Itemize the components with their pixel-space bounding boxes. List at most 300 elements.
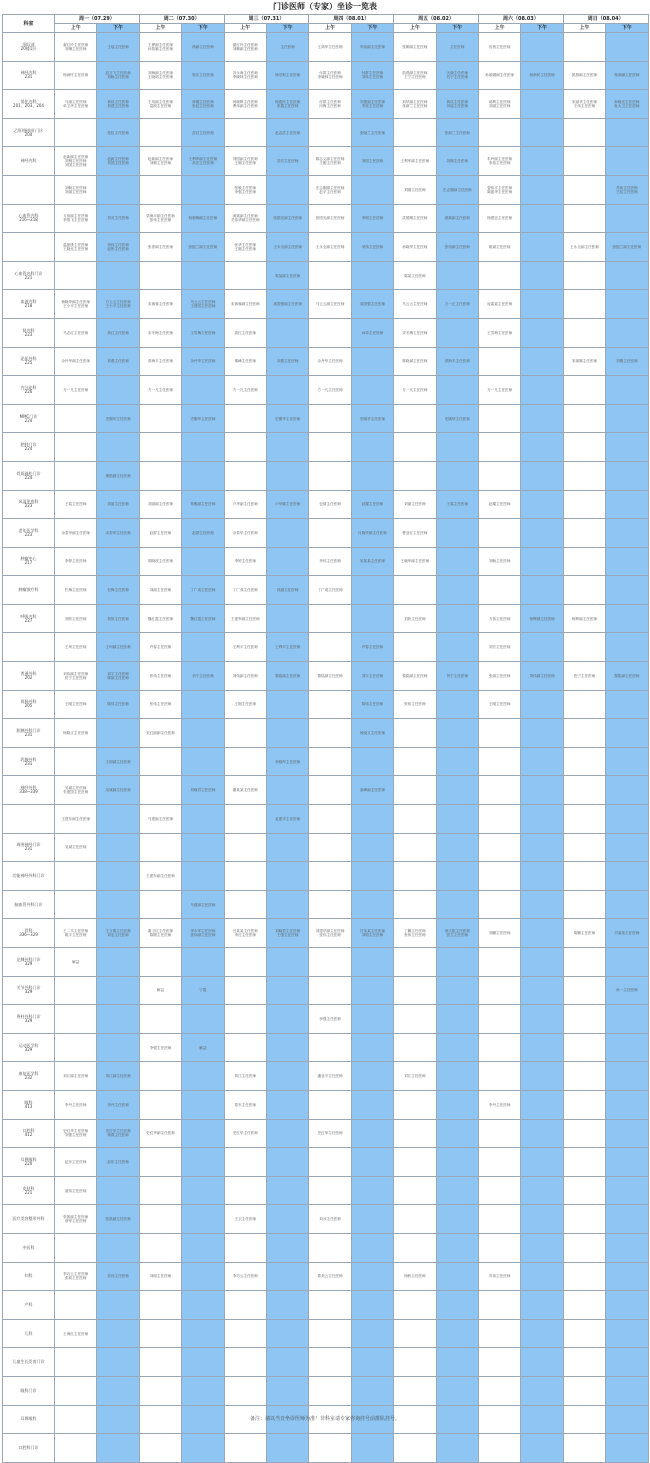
am-schedule-cell	[394, 376, 436, 405]
cell-text: 223	[24, 503, 33, 509]
pm-schedule-cell	[182, 261, 224, 290]
cell-text: 张伟主任医师	[404, 702, 426, 707]
cell-text: 黎铭副主任医师	[275, 673, 301, 678]
cell-text: 刘宇主任医师	[361, 673, 384, 678]
pm-schedule-cell	[606, 805, 648, 834]
clinic-roster-table	[2, 14, 649, 1463]
cell-text: 苏伟主任医师	[616, 185, 638, 190]
day-header: 周二（07.30）	[139, 15, 224, 24]
cell-text: 231	[24, 760, 33, 766]
am-schedule-cell	[139, 919, 181, 948]
pm-schedule-cell	[436, 576, 478, 605]
pm-schedule-cell	[351, 1090, 393, 1119]
cell-text: 风湿免疫科	[18, 499, 39, 505]
table-row	[3, 1319, 649, 1348]
pm-schedule-cell	[351, 919, 393, 948]
cell-text: 眼科	[24, 1099, 33, 1105]
pm-header: 下午	[182, 24, 224, 33]
pm-schedule-cell	[351, 204, 393, 233]
table-row	[3, 805, 649, 834]
pm-schedule-cell	[266, 1148, 308, 1177]
pm-schedule-cell	[266, 1376, 308, 1405]
am-schedule-cell	[309, 919, 351, 948]
am-schedule-cell	[55, 1119, 97, 1148]
pm-schedule-cell	[351, 662, 393, 691]
cell-text: 凯燕副主任医师	[571, 73, 598, 78]
cell-text: 眼科门诊	[20, 1387, 37, 1393]
cell-text: 刘丽主任医师	[149, 588, 172, 593]
pm-header: 下午	[606, 24, 648, 33]
am-schedule-cell	[478, 1119, 520, 1148]
pm-schedule-cell	[521, 976, 563, 1005]
am-header: 上午	[563, 24, 605, 33]
pm-schedule-cell	[182, 1176, 224, 1205]
cell-text: 李巧云主任医师	[232, 1274, 258, 1279]
cell-text: 刘国主任医师	[361, 159, 384, 164]
pm-schedule-cell	[97, 747, 139, 776]
am-schedule-cell	[394, 890, 436, 919]
pm-schedule-cell	[351, 747, 393, 776]
pm-schedule-cell	[266, 90, 308, 119]
am-schedule-cell	[309, 976, 351, 1005]
dept-cell	[3, 919, 55, 948]
table-row	[3, 1148, 649, 1177]
am-schedule-cell	[563, 919, 605, 948]
am-schedule-cell	[139, 1291, 181, 1320]
pm-schedule-cell	[436, 776, 478, 805]
pm-schedule-cell	[266, 175, 308, 204]
pm-schedule-cell	[97, 1376, 139, 1405]
cell-text: 王晓光主任医师	[63, 246, 89, 251]
am-schedule-cell	[563, 862, 605, 891]
table-row	[3, 862, 649, 891]
pm-schedule-cell	[97, 805, 139, 834]
table-row	[3, 576, 649, 605]
am-schedule-cell	[394, 662, 436, 691]
am-schedule-cell	[309, 1262, 351, 1291]
cell-text: 刘畅主任医师	[64, 185, 87, 190]
pm-schedule-cell	[97, 1205, 139, 1234]
pm-schedule-cell	[351, 461, 393, 490]
am-schedule-cell	[55, 976, 97, 1005]
pm-schedule-cell	[97, 833, 139, 862]
cell-text: 王刚主任医师	[234, 161, 257, 166]
cell-text: 413	[24, 1103, 33, 1109]
pm-schedule-cell	[182, 833, 224, 862]
pm-schedule-cell	[266, 1005, 308, 1034]
am-schedule-cell	[139, 490, 181, 519]
pm-schedule-cell	[266, 490, 308, 519]
pm-schedule-cell	[606, 1376, 648, 1405]
cell-text: 余丹华主任医师	[317, 359, 343, 364]
am-schedule-cell	[139, 1376, 181, 1405]
pm-schedule-cell	[266, 833, 308, 862]
am-schedule-cell	[394, 318, 436, 347]
pm-schedule-cell	[182, 547, 224, 576]
cell-text: 翟红玲主任医师	[232, 42, 258, 47]
pm-schedule-cell	[351, 948, 393, 977]
am-schedule-cell	[55, 719, 97, 748]
am-schedule-cell	[309, 1319, 351, 1348]
cell-text: 王宁主任医师	[404, 75, 426, 80]
am-schedule-cell	[563, 519, 605, 548]
table-row	[3, 1376, 649, 1405]
cell-text: 吕某某主任医师	[359, 929, 386, 934]
am-schedule-cell	[224, 1176, 266, 1205]
cell-text: 刘灵主任医师	[107, 216, 129, 221]
am-schedule-cell	[309, 690, 351, 719]
am-schedule-cell	[394, 862, 436, 891]
cell-text: 徐副主任医师	[192, 44, 214, 49]
pm-schedule-cell	[521, 633, 563, 662]
pm-schedule-cell	[182, 1348, 224, 1377]
pm-schedule-cell	[97, 433, 139, 462]
pm-schedule-cell	[266, 1062, 308, 1091]
am-schedule-cell	[139, 147, 181, 176]
am-schedule-cell	[55, 404, 97, 433]
dept-cell	[3, 547, 55, 576]
pm-schedule-cell	[606, 1062, 648, 1091]
cell-text: 周围神经门诊	[16, 842, 41, 848]
cell-text: 高宏主任医师	[192, 161, 214, 166]
am-schedule-cell	[563, 576, 605, 605]
pm-schedule-cell	[606, 318, 648, 347]
am-header: 上午	[224, 24, 266, 33]
cell-text: 主任医师	[450, 44, 465, 49]
cell-text: 王珂副主任医师	[105, 645, 131, 650]
am-schedule-cell	[394, 1119, 436, 1148]
pm-schedule-cell	[97, 1148, 139, 1177]
am-schedule-cell	[139, 576, 181, 605]
am-schedule-cell	[224, 90, 266, 119]
table-row	[3, 433, 649, 462]
am-schedule-cell	[224, 1348, 266, 1377]
table-row	[3, 204, 649, 233]
am-schedule-cell	[478, 547, 520, 576]
dept-cell	[3, 347, 55, 376]
pm-schedule-cell	[351, 175, 393, 204]
am-schedule-cell	[139, 318, 181, 347]
am-header: 上午	[139, 24, 181, 33]
cell-text: 陈刚主任医师	[149, 933, 172, 938]
pm-schedule-cell	[266, 547, 308, 576]
dept-cell	[3, 1376, 55, 1405]
am-schedule-cell	[55, 1062, 97, 1091]
pm-schedule-cell	[97, 233, 139, 262]
am-schedule-cell	[224, 1205, 266, 1234]
pm-schedule-cell	[436, 347, 478, 376]
am-schedule-cell	[309, 604, 351, 633]
am-schedule-cell	[224, 919, 266, 948]
am-schedule-cell	[55, 1148, 97, 1177]
dept-cell	[3, 433, 55, 462]
pm-schedule-cell	[182, 233, 224, 262]
day-header: 周日（08.04）	[563, 15, 648, 24]
table-row	[3, 1176, 649, 1205]
pm-schedule-cell	[521, 318, 563, 347]
cell-text: 231	[24, 732, 33, 738]
pm-schedule-cell	[182, 204, 224, 233]
cell-text: 王永全副主任医师	[570, 244, 599, 249]
pm-schedule-cell	[266, 1319, 308, 1348]
cell-text: 张淳副主任医师	[147, 244, 174, 249]
dept-cell	[3, 175, 55, 204]
am-schedule-cell	[394, 433, 436, 462]
pm-schedule-cell	[606, 604, 648, 633]
cell-text: 付群主任医师	[319, 99, 341, 104]
cell-text: 王利军副主任医师	[400, 159, 430, 164]
pm-schedule-cell	[351, 1233, 393, 1262]
am-schedule-cell	[224, 690, 266, 719]
pm-schedule-cell	[97, 490, 139, 519]
pm-schedule-cell	[521, 147, 563, 176]
cell-text: 刘宁主任医师	[446, 673, 469, 678]
pm-schedule-cell	[182, 461, 224, 490]
pm-schedule-cell	[521, 204, 563, 233]
am-schedule-cell	[309, 1033, 351, 1062]
am-schedule-cell	[55, 490, 97, 519]
am-schedule-cell	[394, 948, 436, 977]
pm-schedule-cell	[521, 1062, 563, 1091]
pm-schedule-cell	[521, 1090, 563, 1119]
pm-schedule-cell	[97, 776, 139, 805]
am-schedule-cell	[55, 147, 97, 176]
table-row	[3, 1233, 649, 1262]
cell-text: 202	[24, 674, 33, 680]
cell-text: 口腔科门诊	[18, 1444, 39, 1450]
am-schedule-cell	[139, 1233, 181, 1262]
pm-schedule-cell	[266, 976, 308, 1005]
dept-cell	[3, 147, 55, 176]
am-schedule-cell	[563, 1291, 605, 1320]
cell-text: 余泰华副主任医师	[61, 530, 91, 535]
am-schedule-cell	[309, 1176, 351, 1205]
pm-schedule-cell	[97, 1348, 139, 1377]
am-schedule-cell	[394, 490, 436, 519]
pm-schedule-cell	[351, 33, 393, 62]
am-schedule-cell	[55, 519, 97, 548]
table-row	[3, 690, 649, 719]
cell-text: 李丹主任医师	[488, 1102, 511, 1107]
cell-text: 刘丽主任医师	[107, 502, 129, 507]
am-schedule-cell	[563, 175, 605, 204]
am-schedule-cell	[309, 662, 351, 691]
cell-text: 冯永海主任医师	[232, 71, 258, 76]
cell-text: 刘丽主任医师	[64, 189, 87, 194]
pm-schedule-cell	[521, 118, 563, 147]
pm-schedule-cell	[182, 576, 224, 605]
cell-text: 肥胖门诊	[20, 442, 37, 448]
pm-schedule-cell	[606, 1233, 648, 1262]
pm-schedule-cell	[182, 805, 224, 834]
cell-text: 李强主任医师	[319, 1016, 341, 1021]
pm-schedule-cell	[606, 1319, 648, 1348]
am-schedule-cell	[478, 33, 520, 62]
cell-text: 秦峰主任医师	[234, 359, 257, 364]
am-schedule-cell	[394, 33, 436, 62]
cell-text: 赵耀主任医师	[361, 502, 384, 507]
cell-text: 荣伟主任医师	[361, 244, 384, 249]
cell-text: 脑血管外科门诊	[14, 901, 43, 907]
cell-text: 赵耀主任医师	[488, 502, 511, 507]
cell-text: 刘桐主任医师	[64, 159, 87, 164]
am-schedule-cell	[139, 1119, 181, 1148]
cell-text: 孙晓华主任医师	[402, 244, 428, 249]
am-schedule-cell	[394, 204, 436, 233]
dept-cell	[3, 1262, 55, 1291]
cell-text: 宋蓉蓉副主任医师	[230, 302, 260, 307]
pm-schedule-cell	[436, 1291, 478, 1320]
pm-schedule-cell	[182, 90, 224, 119]
table-row	[3, 1434, 649, 1463]
dept-header: 科室	[3, 15, 55, 33]
cell-text: 刘桐主任医师	[149, 161, 172, 166]
pm-schedule-cell	[436, 461, 478, 490]
pm-schedule-cell	[266, 1348, 308, 1377]
cell-text: 包倩主任医师	[319, 502, 341, 507]
am-schedule-cell	[478, 233, 520, 262]
cell-text: 杨润民主任医师	[63, 73, 89, 78]
cell-text: 刘冰主任医师	[319, 1217, 341, 1222]
cell-text: 王虹主任医师	[616, 189, 638, 194]
cell-text: 王建东副主任医师	[146, 874, 175, 879]
pm-schedule-cell	[266, 576, 308, 605]
am-schedule-cell	[478, 490, 520, 519]
cell-text: 李强主任医师	[149, 1045, 172, 1050]
dept-cell	[3, 233, 55, 262]
cell-text: 刘伟副主任医师	[63, 671, 89, 676]
cell-text: 方一凡主任医师	[147, 387, 174, 392]
pm-schedule-cell	[97, 1233, 139, 1262]
pm-schedule-cell	[266, 347, 308, 376]
cell-text: 王二木主任医师	[63, 929, 89, 934]
am-schedule-cell	[478, 261, 520, 290]
pm-schedule-cell	[521, 1319, 563, 1348]
am-schedule-cell	[478, 204, 520, 233]
am-schedule-cell	[55, 461, 97, 490]
pm-schedule-cell	[351, 633, 393, 662]
table-row	[3, 61, 649, 90]
pm-schedule-cell	[182, 1033, 224, 1062]
cell-text: 王葛主任医师	[64, 502, 87, 507]
am-schedule-cell	[139, 404, 181, 433]
am-schedule-cell	[309, 233, 351, 262]
pm-schedule-cell	[606, 833, 648, 862]
am-schedule-cell	[309, 547, 351, 576]
pm-schedule-cell	[97, 290, 139, 319]
pm-schedule-cell	[266, 33, 308, 62]
cell-text: 解益	[199, 1045, 207, 1050]
am-schedule-cell	[224, 318, 266, 347]
cell-text: 刘刚主任医师	[404, 187, 426, 192]
table-row	[3, 776, 649, 805]
cell-text: 宋蓉蓉主任医师	[147, 302, 174, 307]
am-schedule-cell	[478, 576, 520, 605]
am-schedule-cell	[309, 33, 351, 62]
am-schedule-cell	[309, 1348, 351, 1377]
am-schedule-cell	[309, 1148, 351, 1177]
cell-text: 贺宁主任医师	[64, 675, 87, 680]
am-schedule-cell	[55, 662, 97, 691]
am-schedule-cell	[563, 118, 605, 147]
pm-schedule-cell	[97, 1005, 139, 1034]
am-schedule-cell	[563, 376, 605, 405]
am-schedule-cell	[478, 404, 520, 433]
pm-schedule-cell	[521, 948, 563, 977]
am-schedule-cell	[563, 1148, 605, 1177]
cell-text: 刘宇主任医师	[107, 671, 129, 676]
am-schedule-cell	[55, 805, 97, 834]
am-schedule-cell	[478, 890, 520, 919]
pm-schedule-cell	[97, 90, 139, 119]
am-schedule-cell	[139, 776, 181, 805]
am-schedule-cell	[394, 461, 436, 490]
cell-text: 郑美云主任医师	[317, 1274, 343, 1279]
am-schedule-cell	[563, 719, 605, 748]
pm-schedule-cell	[266, 1176, 308, 1205]
cell-text: 张敏主任医师	[234, 185, 257, 190]
pm-schedule-cell	[436, 519, 478, 548]
am-schedule-cell	[394, 805, 436, 834]
am-schedule-cell	[55, 1376, 97, 1405]
cell-text: 史红华主任医师	[105, 1129, 131, 1134]
cell-text: 史红华主任医师	[63, 1129, 89, 1134]
pm-schedule-cell	[266, 147, 308, 176]
cell-text: 224	[24, 474, 33, 480]
cell-text: 张虹主任医师	[192, 103, 214, 108]
cell-text: 杨晓文主任医师	[63, 731, 89, 736]
pm-schedule-cell	[97, 404, 139, 433]
am-schedule-cell	[394, 1205, 436, 1234]
am-schedule-cell	[563, 690, 605, 719]
am-schedule-cell	[55, 261, 97, 290]
dept-cell	[3, 662, 55, 691]
table-row	[3, 662, 649, 691]
am-schedule-cell	[478, 1176, 520, 1205]
am-schedule-cell	[55, 690, 97, 719]
cell-text: 儿科	[24, 1330, 33, 1336]
cell-text: 魏红霞主任医师	[147, 616, 174, 621]
page-title: 门诊医师（专家）坐诊一览表	[273, 2, 377, 11]
cell-text: 王海红主任医师	[63, 1331, 89, 1336]
pm-schedule-cell	[266, 318, 308, 347]
cell-text: 朱建国主任医师	[63, 790, 89, 795]
cell-text: 赵新主任医师	[107, 157, 129, 162]
cell-text: 宋冬梅主任医师	[402, 330, 428, 335]
cell-text: 李晓林主任医师	[232, 75, 258, 80]
table-row	[3, 376, 649, 405]
pm-schedule-cell	[351, 376, 393, 405]
cell-text: 刘欣主任医师	[404, 616, 426, 621]
cell-text: 刘丽主任医师	[488, 103, 511, 108]
cell-text: 王永全副主任医师	[273, 244, 303, 249]
pm-schedule-cell	[436, 1376, 478, 1405]
cell-text: 荣伟主任医师	[107, 242, 129, 247]
cell-text: 李强主任医师	[234, 189, 257, 194]
cell-text: 201、203、204	[13, 102, 44, 108]
pm-schedule-cell	[606, 61, 648, 90]
pm-schedule-cell	[436, 890, 478, 919]
pm-schedule-cell	[97, 948, 139, 977]
dept-cell	[3, 1090, 55, 1119]
pm-schedule-cell	[606, 862, 648, 891]
cell-text: 231	[24, 846, 33, 852]
table-row	[3, 290, 649, 319]
cell-text: 刘琳主任医师	[64, 46, 87, 51]
pm-schedule-cell	[521, 862, 563, 891]
am-schedule-cell	[139, 747, 181, 776]
cell-text: 张伟主任医师	[149, 673, 172, 678]
